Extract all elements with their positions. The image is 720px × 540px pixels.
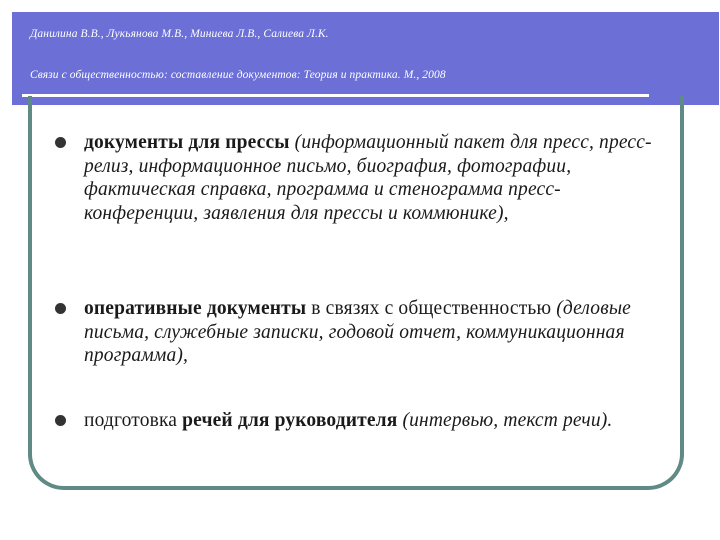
- bullet-icon: [55, 415, 66, 426]
- item-italic-text: (интервью, текст речи).: [397, 410, 613, 431]
- item-bold-text: речей для руководителя: [182, 410, 398, 431]
- bullet-icon: [55, 303, 66, 314]
- item-upright-text: подготовка: [84, 410, 183, 431]
- list-item: [52, 297, 672, 409]
- list-item: [52, 409, 672, 433]
- item-upright-text: в связях с общественностью: [306, 298, 557, 319]
- item-italic-text: (деловые письма, служебные записки, годовой отчет, коммуникационная программа),: [84, 298, 631, 366]
- bullet-icon: [55, 137, 66, 148]
- authors-line: Данилина В.В., Лукьянова М.В., Миниева Л.В., Салиева Л.К.: [30, 28, 329, 40]
- item-bold-text: оперативные документы: [84, 298, 307, 319]
- bullet-list: [52, 131, 672, 433]
- list-item: [52, 131, 672, 297]
- item-bold-text: документы для прессы: [84, 132, 290, 153]
- citation-line: Связи с общественностью: составление документов: Теория и практика. М., 2008: [30, 69, 446, 81]
- header-banner: [12, 12, 719, 105]
- item-italic-text: (информационный пакет для пресс, пресс-релиз, информационное письмо, биография, фотографии, фактическая справка, программа и стенограмма пресс-конференции, заявления для прессы и коммюнике),: [84, 132, 652, 224]
